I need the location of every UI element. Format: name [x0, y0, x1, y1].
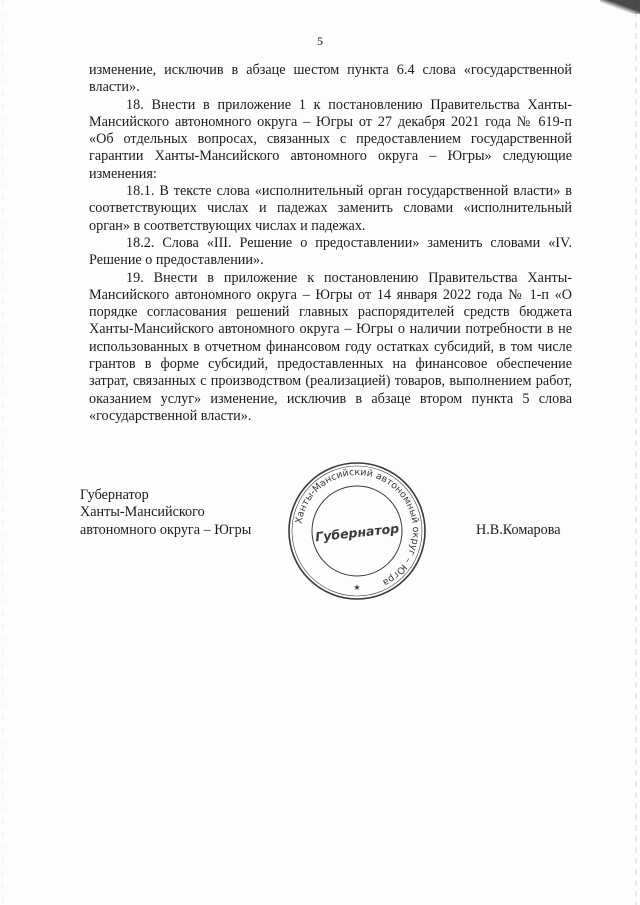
paragraph-item-18-1: 18.1. В тексте слова «исполнительный орган государственной власти» в соответствующих числах и падежах заменить словами «исполнительный орган» в соответствующих числах и падежах.	[89, 183, 572, 234]
seal-center-text: Губернатор	[314, 520, 400, 545]
paragraph-continuation: изменение, исключив в абзаце шестом пункта 6.4 слова «государственной власти».	[89, 62, 572, 96]
signatory-position-line: Губернатор	[80, 487, 149, 503]
paragraph-item-18-2: 18.2. Слова «III. Решение о предоставлении» заменить словами «IV. Решение о предоставлении».	[89, 234, 572, 269]
seal-ring-text: Ханты-Мансийский автономный округ – Югра	[293, 466, 422, 589]
signatory-position	[80, 487, 251, 539]
scan-edge-right	[635, 0, 637, 905]
signatory-position-line: автономного округа – Югры	[80, 521, 252, 538]
scan-corner-shadow	[600, 0, 640, 14]
signatory-name: Н.В.Комарова	[476, 522, 561, 538]
official-seal-stamp	[284, 458, 430, 604]
paragraph-item-18: 18. Внести в приложение 1 к постановлению Правительства Ханты-Мансийского автономного округа – Югры от 27 декабря 2021 года № 619-п «Об отдельных вопросах, связанных с предоставлением государственной гарантии Ханты-Мансийского автономного округа – Югры» следующие изменения:	[89, 96, 572, 182]
scan-edge-left	[2, 0, 3, 905]
paragraph-item-19: 19. Внести в приложение к постановлению Правительства Ханты-Мансийского автономного округа – Югры от 14 января 2022 года № 1-п «О порядке согласования решений главных распорядителей средств бюджета Ханты-Мансийского автономного округа – Югры о наличии потребности в не использованных в отчетном финансовом году остатках субсидий, в том числе грантов в форме субсидий, предоставленных на финансовое обеспечение затрат, связанных с производством (реализацией) товаров, выполнением работ, оказанием услуг» изменение, исключив в абзаце втором пункта 5 слова «государственной власти».	[89, 269, 572, 424]
page-number: 5	[317, 34, 323, 48]
document-body	[89, 62, 572, 425]
signatory-position-line: Ханты-Мансийского	[80, 504, 205, 521]
seal-star-icon: ★	[353, 583, 361, 592]
